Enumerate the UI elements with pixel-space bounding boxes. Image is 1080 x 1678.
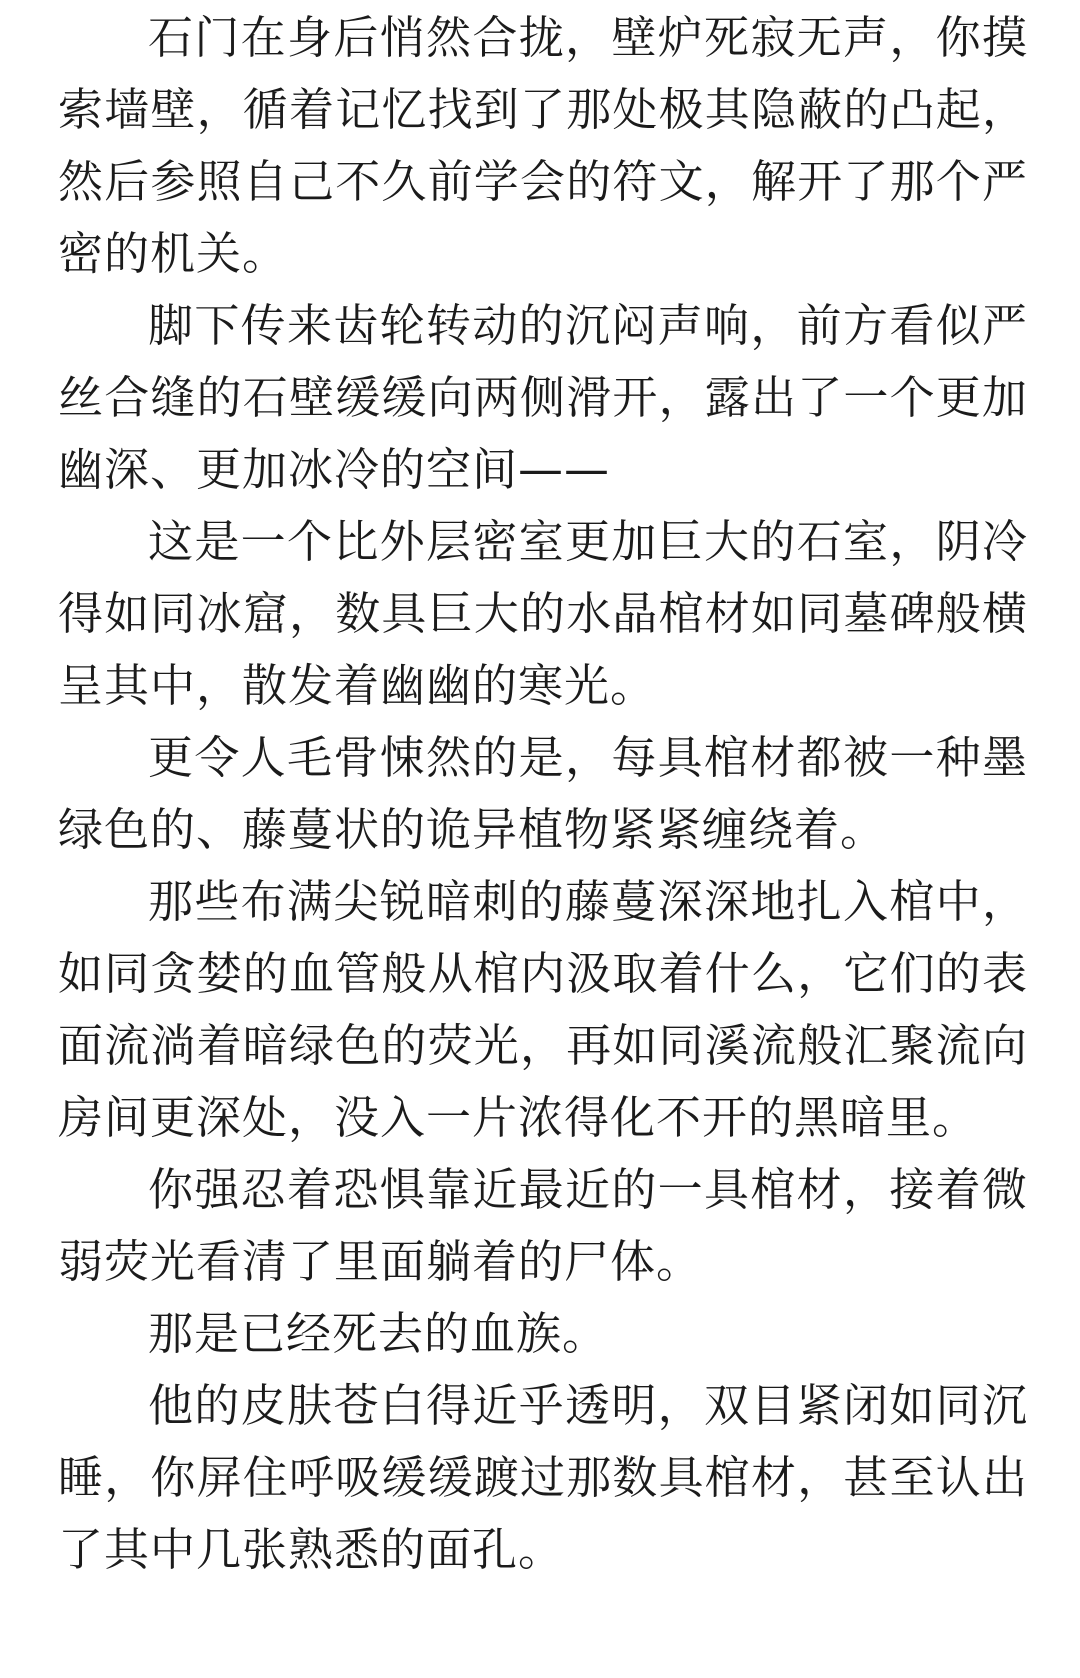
paragraph-7: 那是已经死去的血族。 (148, 1307, 609, 1360)
paragraph-6: 你强忍着恐惧靠近最近的一具棺材，接着微弱荧光看清了里面躺着的尸体。 (58, 1163, 1028, 1288)
paragraph-8: 他的皮肤苍白得近乎透明，双目紧闭如同沉睡，你屏住呼吸缓缓踱过那数具棺材，甚至认出了其中几张熟悉的面孔。 (58, 1379, 1028, 1576)
paragraph-1: 石门在身后悄然合拢，壁炉死寂无声，你摸索墙壁，循着记忆找到了那处极其隐蔽的凸起，然后参照自己不久前学会的符文，解开了那个严密的机关。 (58, 11, 1028, 280)
paragraph-3: 这是一个比外层密室更加巨大的石室，阴冷得如同冰窟，数具巨大的水晶棺材如同墓碑般横呈其中，散发着幽幽的寒光。 (58, 515, 1028, 712)
paragraph-5: 那些布满尖锐暗刺的藤蔓深深地扎入棺中，如同贪婪的血管般从棺内汲取着什么，它们的表面流淌着暗绿色的荧光，再如同溪流般汇聚流向房间更深处，没入一片浓得化不开的黑暗里。 (58, 875, 1028, 1144)
paragraph-2: 脚下传来齿轮转动的沉闷声响，前方看似严丝合缝的石壁缓缓向两侧滑开，露出了一个更加幽深、更加冰冷的空间—— (58, 299, 1028, 496)
text-column (58, 2, 1028, 1586)
paragraph-4: 更令人毛骨悚然的是，每具棺材都被一种墨绿色的、藤蔓状的诡异植物紧紧缠绕着。 (58, 731, 1028, 856)
